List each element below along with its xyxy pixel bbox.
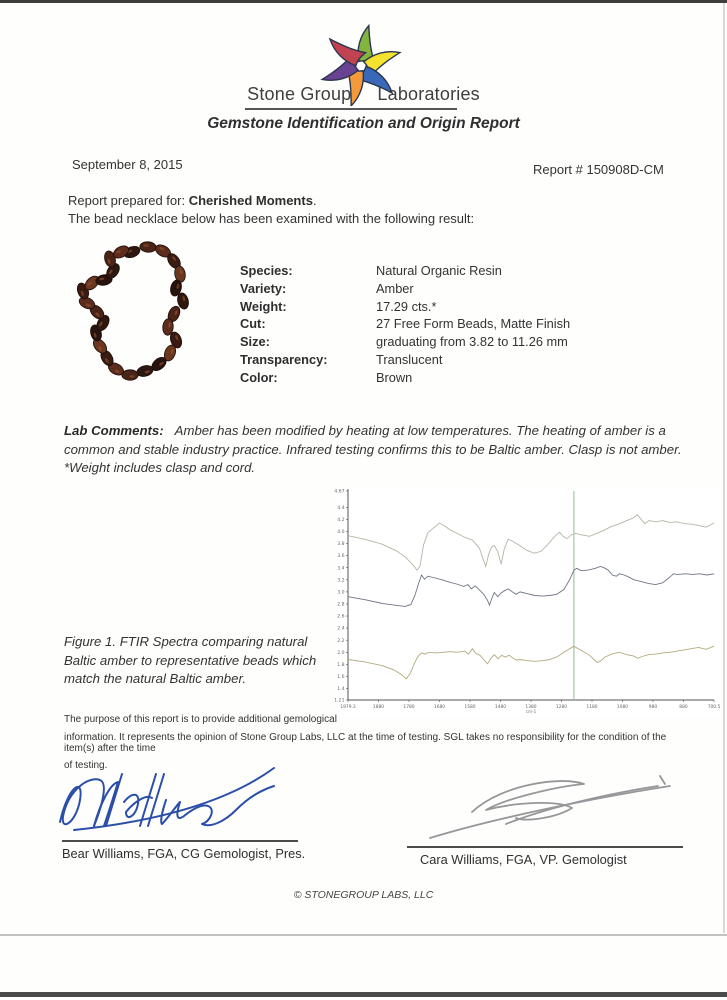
property-value: graduating from 3.82 to 11.26 mm (376, 334, 568, 350)
property-label: Size: (240, 334, 270, 350)
necklace-photo (70, 238, 238, 406)
svg-text:4.2: 4.2 (337, 517, 345, 523)
property-row (240, 351, 570, 369)
signature-rule-right (407, 846, 683, 848)
lab-comments-text: Amber has been modified by heating at low temperatures. The heating of amber is a common and stable industry practice. Infrared testing confirms this to be Baltic amber. Clasp is not amber. (64, 423, 682, 457)
svg-text:3.0: 3.0 (337, 590, 345, 596)
svg-text:1480: 1480 (494, 705, 507, 710)
svg-text:1780: 1780 (403, 705, 415, 710)
amber-bead (122, 370, 138, 380)
purpose-line-2: information. It represents the opinion of Stone Group Labs, LLC at the time of testing. SGL takes no responsibility for the condition of the item(s) after the time (64, 731, 667, 754)
svg-text:2.8: 2.8 (337, 602, 345, 608)
svg-text:1580: 1580 (464, 705, 476, 710)
report-number: Report # 150908D-CM (533, 162, 664, 177)
svg-text:4.67: 4.67 (334, 489, 345, 495)
property-value: Translucent (376, 351, 443, 367)
property-value: Amber (376, 280, 414, 296)
scan-edge-bottom (0, 992, 727, 997)
property-label: Species: (240, 263, 293, 278)
svg-text:3.4: 3.4 (337, 566, 345, 572)
lab-comments-footnote: *Weight includes clasp and cord. (64, 460, 256, 475)
svg-text:4.4: 4.4 (337, 505, 345, 511)
spectra-trace (348, 646, 714, 679)
svg-text:3.6: 3.6 (337, 554, 345, 560)
paper-bottom-edge (0, 934, 727, 936)
svg-text:1.8: 1.8 (337, 662, 345, 668)
brand-left: Stone Group (247, 84, 352, 104)
svg-text:cm-1: cm-1 (525, 709, 537, 714)
signature-cara-williams (402, 772, 692, 852)
property-value: Natural Organic Resin (376, 263, 502, 278)
property-label: Variety: (240, 280, 287, 296)
svg-text:980: 980 (648, 705, 658, 710)
property-row (240, 369, 570, 387)
svg-text:1180: 1180 (586, 705, 598, 710)
report-title: Gemstone Identification and Origin Report (207, 115, 520, 132)
svg-text:1380: 1380 (525, 705, 537, 710)
signer-name-right: Cara Williams, FGA, VP. Gemologist (420, 852, 627, 867)
property-label: Transparency: (240, 351, 328, 367)
svg-text:1280: 1280 (555, 705, 568, 710)
svg-text:1.6: 1.6 (337, 675, 345, 681)
svg-text:1979.3: 1979.3 (340, 705, 356, 710)
property-row (240, 262, 570, 280)
property-row (240, 280, 570, 298)
lab-comments-label: Lab Comments: (64, 423, 164, 438)
spectra-trace (348, 567, 714, 607)
purpose-line-3: of testing. (64, 760, 108, 771)
svg-text:3.8: 3.8 (337, 542, 345, 548)
brand-underline (245, 108, 457, 110)
amber-bead (139, 241, 156, 253)
property-label: Color: (240, 369, 278, 385)
signature-bear-williams (38, 760, 306, 844)
client-name: Cherished Moments (188, 193, 313, 208)
copyright-footer: © STONEGROUP LABS, LLC (293, 889, 434, 901)
svg-text:700.5: 700.5 (707, 705, 720, 710)
svg-text:2.6: 2.6 (337, 614, 345, 620)
scan-edge-right (723, 3, 725, 933)
spectra-trace (348, 515, 714, 571)
svg-text:2.0: 2.0 (337, 650, 345, 656)
property-row (240, 298, 570, 316)
svg-text:1.21: 1.21 (334, 698, 345, 704)
scan-edge-top (0, 0, 727, 3)
property-value: 17.29 cts.* (376, 298, 437, 314)
signature-rule-left (62, 840, 298, 842)
property-value: 27 Free Form Beads, Matte Finish (376, 316, 571, 332)
svg-text:1880: 1880 (372, 705, 385, 710)
lab-comments (64, 422, 686, 478)
properties-table (240, 262, 570, 387)
prepared-for-label: Report prepared for: (68, 193, 189, 208)
svg-text:4.0: 4.0 (337, 530, 345, 536)
property-row (240, 315, 570, 333)
brand-right: Laboratories (377, 84, 480, 104)
ftir-spectra-chart (334, 486, 720, 716)
brand-name (0, 84, 727, 105)
purpose-line-1: The purpose of this report is to provide additional gemological (64, 714, 337, 725)
amber-bead (136, 364, 155, 378)
svg-text:1.4: 1.4 (337, 687, 345, 693)
signer-name-left: Bear Williams, FGA, CG Gemologist, Pres. (62, 846, 306, 861)
ftir-chart-svg (334, 486, 720, 716)
svg-text:3.2: 3.2 (337, 578, 345, 584)
figure-caption: Figure 1. FTIR Spectra comparing natural Baltic amber to representative beads which match the natural Baltic amber. (64, 634, 317, 686)
property-label: Weight: (240, 298, 287, 314)
property-label: Cut: (240, 316, 266, 332)
prepared-for-suffix: . (312, 193, 317, 208)
svg-text:2.4: 2.4 (337, 626, 345, 632)
svg-text:1680: 1680 (433, 705, 446, 710)
property-row (240, 333, 570, 351)
svg-text:1080: 1080 (616, 705, 629, 710)
property-value: Brown (376, 369, 413, 385)
examined-line: The bead necklace below has been examined with the following result: (68, 211, 475, 226)
svg-text:2.2: 2.2 (337, 638, 345, 644)
report-date: September 8, 2015 (72, 157, 183, 172)
svg-text:880: 880 (679, 705, 688, 710)
prepared-for-line (68, 193, 317, 208)
